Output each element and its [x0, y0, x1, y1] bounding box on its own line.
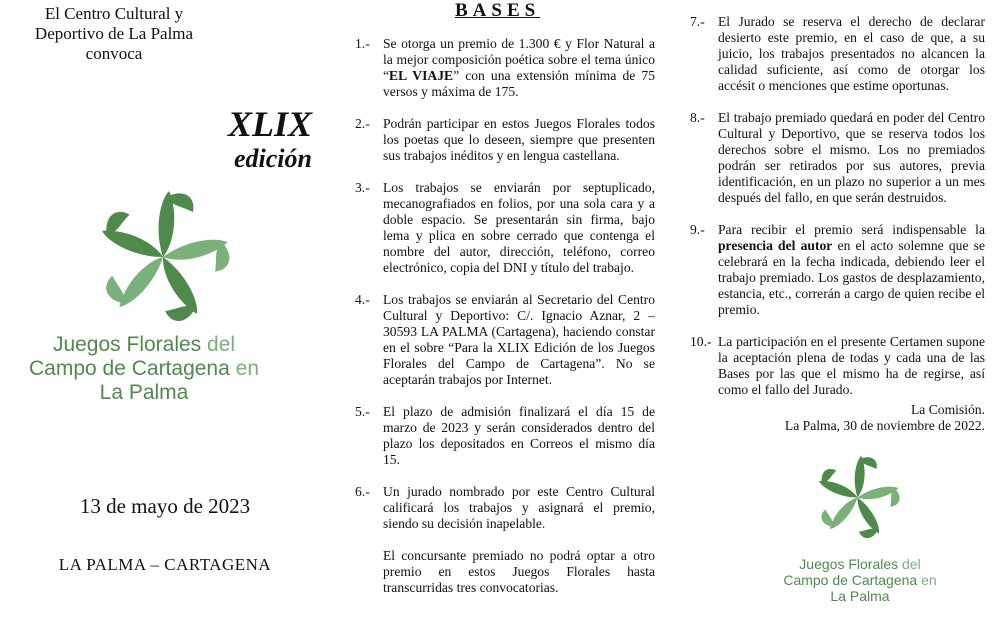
bases-title: BASES — [455, 0, 541, 21]
clause-8 — [690, 110, 985, 206]
clause-3 — [355, 180, 655, 276]
brand-text: del — [207, 333, 236, 356]
clause-number: 8.- — [690, 110, 705, 125]
logo-petals — [99, 191, 235, 328]
edition-title — [228, 104, 312, 174]
clause-text: Los trabajos se enviarán al Secretario del Centro Cultural y Deportivo: C/. Ignacio Aznar, 2 – 30593 LA PALMA (Cartagena), haciendo constar en el sobre “Para la XLIX Edición de los Juegos Florales del Campo de Cartagena”. No se aceptarán trabajos por Internet. — [383, 292, 655, 387]
clause-9 — [690, 222, 985, 318]
event-place: LA PALMA – CARTAGENA — [58, 555, 272, 574]
clause-text: El concursante premiado no podrá optar a otro premio en estos Juegos Florales hasta transcurridas tres convocatorias. — [383, 548, 655, 595]
intro-line: convoca — [85, 44, 143, 63]
brand-text: del — [902, 556, 921, 572]
brand-text: La Palma — [99, 381, 189, 404]
cover-panel — [0, 0, 330, 624]
clause-4 — [355, 292, 655, 388]
clause-text: Los trabajos se enviarán por septuplicado, mecanografiados en folios, por una sola cara y a doble espacio. Se presentarán sin firma, bajo lema y plica en sobre cerrado que contenga el nombre del autor, dirección, teléfono, correo electrónico, copia del DNI y título del trabajo. — [383, 180, 655, 275]
bases-list-continued — [690, 14, 985, 434]
event-date: 13 de mayo de 2023 — [79, 494, 251, 518]
clause-number: 10.- — [690, 334, 712, 349]
clause-number: 7.- — [690, 14, 705, 29]
clause-6 — [355, 484, 655, 532]
brand-text: en — [235, 357, 259, 380]
brand-wordmark-small — [770, 556, 950, 604]
bases-list — [355, 36, 655, 612]
clause-10 — [690, 334, 985, 398]
intro-line: Deportivo de La Palma — [34, 24, 194, 43]
intro-line: El Centro Cultural y — [44, 4, 184, 23]
clause-number: 6.- — [355, 484, 370, 499]
brand-wordmark — [24, 333, 264, 405]
clause-7 — [690, 14, 985, 94]
clause-number: 9.- — [690, 222, 705, 237]
clause-number: 2.- — [355, 116, 370, 131]
signature: La Comisión. — [910, 402, 985, 417]
clause-number: 1.- — [355, 36, 370, 51]
brand-text: en — [921, 572, 937, 588]
logo-petals — [817, 456, 903, 543]
clause-5 — [355, 404, 655, 468]
clause-number: 4.- — [355, 292, 370, 307]
clause-2 — [355, 116, 655, 164]
organizer-intro — [0, 4, 228, 64]
edition-word: edición — [234, 144, 312, 173]
clause-text: El trabajo premiado quedará en poder del Centro Cultural y Deportivo, que se reserva todos los derechos sobre el mismo. Los no premiados podrán ser retirados por sus autores, previa identificación, en un plazo no superior a un mes después del fallo, en que serán destruidos. — [718, 110, 985, 205]
clause-text: en el acto solemne que se celebrará en la fecha indicada, debiendo leer el trabajo premiado. Los gastos de desplazamiento, estancia, etc., correrán a cargo de quien recibe el premio. — [718, 238, 985, 317]
clause-1 — [355, 36, 655, 100]
clause-text: Un jurado nombrado por este Centro Cultural calificará los trabajos y asignará el premio, siendo su decisión inapelable. — [383, 484, 655, 531]
clause-note — [355, 548, 655, 596]
clause-text: La participación en el presente Certamen supone la aceptación plena de todas y cada una de las Bases por las que el mismo ha de regirse, así como el fallo del Jurado. — [718, 334, 985, 397]
clause-number: 3.- — [355, 180, 370, 195]
clause-emphasis: presencia del autor — [718, 238, 833, 253]
clause-text: El Jurado se reserva el derecho de declarar desierto este premio, en el caso de que, a su juicio, los trabajos presentados no alcancen la calidad suficiente, así como de otorgar los accésit o menciones que estime oportunas. — [718, 14, 985, 93]
brand-text: La Palma — [830, 588, 890, 604]
flower-logo-small-icon — [810, 450, 905, 545]
brand-text: Juegos Florales — [52, 333, 202, 356]
signed-date: La Palma, 30 de noviembre de 2022. — [784, 418, 985, 433]
clause-text: El plazo de admisión finalizará el día 15 de marzo de 2023 y serán considerados dentro del plazo los depositados en Correos el mismo día 15. — [383, 404, 655, 467]
edition-number: XLIX — [227, 104, 312, 144]
clause-text: Se otorga un premio de 1.300 € y Flor Natural a la mejor composición poética sobre el tema único “ — [383, 36, 655, 83]
clause-theme: EL VIAJE — [389, 68, 454, 83]
flower-logo-icon — [88, 182, 238, 332]
brand-text: Campo de Cartagena — [29, 357, 230, 380]
clause-text: Podrán participar en estos Juegos Florales todos los poetas que lo deseen, siempre que presenten sus trabajos inéditos y en lengua castellana. — [383, 116, 655, 163]
clause-text: Para recibir el premio será indispensable la — [718, 222, 985, 237]
brand-text: Campo de Cartagena — [783, 572, 918, 588]
brand-text: Juegos Florales — [799, 556, 899, 572]
clause-text: ” con una extensión mínima de 75 versos y máxima de 175. — [383, 68, 656, 99]
clause-number: 5.- — [355, 404, 370, 419]
